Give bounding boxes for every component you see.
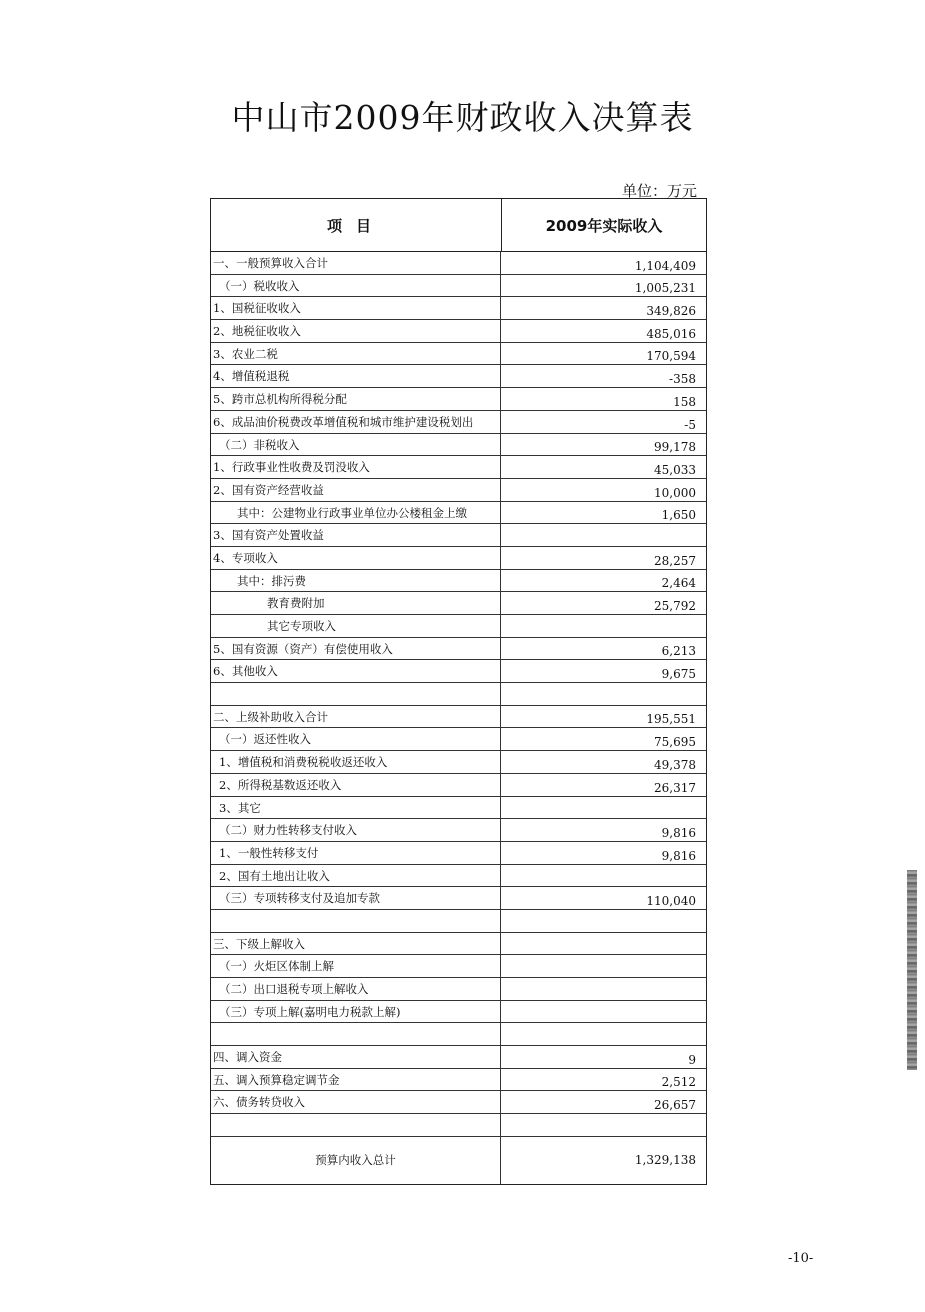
unit-label: 单位：万元 [622, 182, 698, 200]
row-amount [501, 1001, 706, 1023]
table-row [211, 297, 706, 320]
row-item [211, 1114, 501, 1136]
row-amount [501, 797, 706, 819]
table-row [211, 797, 706, 820]
row-item: 2、所得税基数返还收入 [211, 774, 501, 796]
table-row [211, 978, 706, 1001]
row-item [211, 683, 501, 705]
row-amount [501, 910, 706, 932]
table-row [211, 751, 706, 774]
table-row [211, 592, 706, 615]
row-amount: 10,000 [654, 485, 696, 500]
row-item: 2、国有资产经营收益 [211, 479, 501, 501]
table-row [211, 638, 706, 661]
row-amount: 9,675 [661, 667, 696, 682]
row-item: 1、国税征收收入 [211, 297, 501, 319]
table-header [211, 199, 706, 252]
row-item: 五、调入预算稳定调节金 [211, 1069, 501, 1091]
table-row [211, 683, 706, 706]
table-row [211, 774, 706, 797]
row-item: 三、下级上解收入 [211, 933, 501, 955]
table-row [211, 479, 706, 502]
table-row [211, 388, 706, 411]
table-body [211, 252, 706, 1184]
row-amount: 1,650 [661, 508, 696, 523]
row-item: 1、一般性转移支付 [211, 842, 501, 864]
row-item: （二）非税收入 [211, 434, 501, 456]
revenue-table [210, 198, 707, 1185]
table-row [211, 933, 706, 956]
table-row [211, 502, 706, 525]
table-row [211, 660, 706, 683]
row-amount: 9 [688, 1052, 696, 1067]
row-item: 其中：排污费 [211, 570, 501, 592]
table-row [211, 524, 706, 547]
row-item: 3、农业二税 [211, 343, 501, 365]
table-row [211, 365, 706, 388]
table-row [211, 456, 706, 479]
row-amount [501, 683, 706, 705]
row-item: 5、跨市总机构所得税分配 [211, 388, 501, 410]
row-item: 1、增值税和消费税税收返还收入 [211, 751, 501, 773]
table-row [211, 1046, 706, 1069]
row-amount: 2,512 [661, 1075, 696, 1090]
row-item: 六、债务转贷收入 [211, 1091, 501, 1113]
row-item: （一）税收收入 [211, 275, 501, 297]
row-amount: 25,792 [654, 599, 696, 613]
row-amount: 485,016 [646, 326, 696, 341]
row-item: 一、一般预算收入合计 [211, 252, 501, 274]
row-item: （三）专项上解(嘉明电力税款上解) [211, 1001, 501, 1023]
row-amount: 9,816 [661, 825, 696, 840]
row-item: （一）火炬区体制上解 [211, 955, 501, 977]
row-item: 2、国有土地出让收入 [211, 865, 501, 887]
scan-artifact [907, 870, 917, 1070]
row-item: 其中：公建物业行政事业单位办公楼租金上缴 [211, 502, 501, 524]
row-item: （三）专项转移支付及追加专款 [211, 887, 501, 909]
row-amount: 110,040 [646, 893, 696, 908]
row-item: 4、增值税退税 [211, 365, 501, 387]
header-item: 项目 [211, 199, 502, 251]
row-item: （一）返还性收入 [211, 728, 501, 750]
row-item: 3、国有资产处置收益 [211, 524, 501, 546]
page-number: -10- [788, 1251, 814, 1266]
table-row [211, 570, 706, 593]
table-row [211, 1091, 706, 1114]
table-row [211, 1001, 706, 1024]
row-item: 2、地税征收收入 [211, 320, 501, 342]
total-row [211, 1137, 706, 1184]
table-row [211, 252, 706, 275]
table-row [211, 910, 706, 933]
row-amount: 45,033 [654, 462, 696, 477]
table-row [211, 615, 706, 638]
row-item: 二、上级补助收入合计 [211, 706, 501, 728]
row-amount: 170,594 [646, 349, 696, 364]
row-amount: 28,257 [654, 553, 696, 568]
table-row [211, 320, 706, 343]
row-amount: 26,657 [654, 1098, 696, 1113]
table-row [211, 547, 706, 570]
document-title: 中山市2009年财政收入决算表 [231, 98, 694, 137]
row-item: 5、国有资源（资产）有偿使用收入 [211, 638, 501, 660]
row-amount [501, 524, 706, 546]
row-amount [501, 865, 706, 887]
row-amount: 26,317 [654, 780, 696, 795]
table-row [211, 275, 706, 298]
row-amount: 99,178 [654, 440, 696, 455]
row-amount: 1,005,231 [634, 281, 696, 296]
row-amount: 9,816 [661, 848, 696, 863]
table-row [211, 1023, 706, 1046]
row-amount [501, 1023, 706, 1045]
row-amount [501, 933, 706, 955]
table-row [211, 343, 706, 366]
row-amount: 6,213 [661, 644, 696, 659]
row-item: 四、调入资金 [211, 1046, 501, 1068]
row-item: 教育费附加 [211, 592, 501, 614]
table-row [211, 819, 706, 842]
row-amount [501, 955, 706, 977]
row-item: 4、专项收入 [211, 547, 501, 569]
table-row [211, 955, 706, 978]
row-amount: 1,104,409 [634, 258, 696, 273]
table-row [211, 865, 706, 888]
row-amount [501, 615, 706, 637]
total-label: 预算内收入总计 [211, 1137, 501, 1184]
row-item: （二）出口退税专项上解收入 [211, 978, 501, 1000]
row-amount: 195,551 [646, 712, 696, 727]
row-item: 6、其他收入 [211, 660, 501, 682]
table-row [211, 706, 706, 729]
row-amount: 349,826 [646, 304, 696, 319]
row-amount: 49,378 [654, 757, 696, 772]
row-item: 6、成品油价税费改革增值税和城市维护建设税划出 [211, 411, 501, 433]
table-row [211, 1069, 706, 1092]
row-item [211, 1023, 501, 1045]
header-amount: 2009年实际收入 [545, 216, 663, 235]
row-amount: 75,695 [654, 735, 696, 750]
table-row [211, 411, 706, 434]
row-item: 其它专项收入 [211, 615, 501, 637]
row-item: （二）财力性转移支付收入 [211, 819, 501, 841]
row-amount [501, 1114, 706, 1136]
total-amount: 1,329,138 [634, 1152, 696, 1167]
row-item [211, 910, 501, 932]
row-amount: -5 [684, 417, 696, 432]
row-amount: -358 [669, 372, 696, 387]
row-item: 3、其它 [211, 797, 501, 819]
table-row [211, 728, 706, 751]
row-amount: 2,464 [661, 576, 696, 591]
row-amount [501, 978, 706, 1000]
table-row [211, 842, 706, 865]
table-row [211, 887, 706, 910]
row-amount: 158 [673, 394, 696, 409]
table-row [211, 1114, 706, 1137]
row-item: 1、行政事业性收费及罚没收入 [211, 456, 501, 478]
table-row [211, 434, 706, 457]
